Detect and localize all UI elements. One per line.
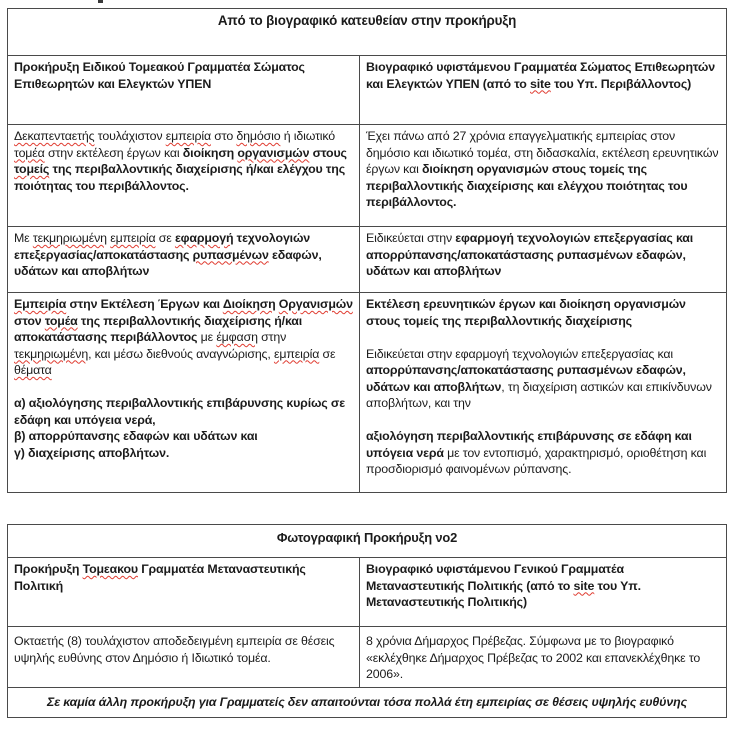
table1-row-projects (8, 292, 726, 492)
table1-row-technology (8, 226, 726, 292)
table2-footnote-row (8, 687, 726, 717)
table-cv-vs-announcement (7, 8, 727, 493)
cropped-text-artifact (98, 0, 103, 3)
table1-projects-left: Εμπειρία στην Εκτέλεση Έργων και Διοίκηση Οργανισμών στον τομέα της περιβαλλοντικής διαχείρισης ή/και αποκατάστασης περιβάλλοντος με έμφαση στην τεκμηριωμένη, και μέσω διεθνούς αναγνώρισης, εμπειρία σε θέματα α) αξιολόγησης περιβαλλοντικής επιβάρυνσης κυρίως σε εδάφη και υπόγεια νερά, β) απορρύπανσης εδαφών και υδάτων και γ) διαχείρισης αποβλήτων. (8, 293, 360, 492)
table1-header-right-cv: Βιογραφικό υφιστάμενου Γραμματέα Σώματος Επιθεωρητών και Ελεγκτών ΥΠΕΝ (από το site του Υπ. Περιβάλλοντος) (366, 60, 715, 91)
table1-header-row (8, 55, 726, 124)
table2-row-experience (8, 626, 726, 687)
table1-title-row (8, 9, 726, 55)
table2-header-row (8, 557, 726, 626)
table1-title: Από το βιογραφικό κατευθείαν στην προκήρυξη (217, 13, 517, 28)
table1-technology-right: Ειδικεύεται στην εφαρμογή τεχνολογιών επεξεργασίας και απορρύπανσης/αποκατάστασης ρυπασμένων εδαφών, υδάτων και αποβλήτων (366, 231, 694, 278)
table1-row-experience (8, 124, 726, 226)
table1-experience-right: Έχει πάνω από 27 χρόνια επαγγελματικής εμπειρίας στον δημόσιο και ιδιωτικό τομέα, στη διδασκαλία, εκτέλεση ερευνητικών έργων και διοίκηση οργανισμών στους τομείς της περιβαλλοντικής διαχείρισης και ελέγχου ποιότητας του περιβάλλοντος. (366, 129, 719, 209)
table1-technology-left: Με τεκμηριωμένη εμπειρία σε εφαρμογή τεχνολογιών επεξεργασίας/αποκατάστασης ρυπασμένων εδαφών, υδάτων και αποβλήτων (8, 227, 360, 292)
table1-header-left-announcement: Προκήρυξη Ειδικού Τομεακού Γραμματέα Σώματος Επιθεωρητών και Ελεγκτών ΥΠΕΝ (8, 56, 360, 124)
table-photographic-announcement (7, 524, 727, 718)
table2-title: Φωτογραφική Προκήρυξη νο2 (276, 530, 458, 545)
table1-experience-left: Δεκαπενταετής τουλάχιστον εμπειρία στο δημόσιο ή ιδιωτικό τομέα στην εκτέλεση έργων και διοίκηση οργανισμών στους τομείς της περιβαλλοντικής διαχείρισης ή/και ελέγχου της ποιότητας του περιβάλλοντος. (8, 125, 360, 226)
table2-footnote: Σε καμία άλλη προκήρυξη για Γραμματείς δεν απαιτούνται τόσα πολλά έτη εμπειρίας σε θέσεις υψηλής ευθύνης (47, 695, 687, 709)
table2-title-row (8, 525, 726, 557)
table2-experience-left: Οκταετής (8) τουλάχιστον αποδεδειγμένη εμπειρία σε θέσεις υψηλής ευθύνης στον Δημόσιο ή Ιδιωτικό τομέα. (8, 627, 360, 687)
table2-header-right-cv: Βιογραφικό υφιστάμενου Γενικού Γραμματέα Μεταναστευτικής Πολιτικής (από το site του Υπ. Μεταναστευτικής Πολιτικής) (366, 562, 641, 609)
table2-header-left-announcement: Προκήρυξη Τομεακου Γραμματέα Μεταναστευτικής Πολιτική (8, 558, 360, 626)
table2-experience-right: 8 χρόνια Δήμαρχος Πρέβεζας. Σύμφωνα με το βιογραφικό «εκλέχθηκε Δήμαρχος Πρέβεζας το 2002 και επανεκλέχθηκε το 2006». (366, 634, 701, 681)
table1-projects-right: Εκτέλεση ερευνητικών έργων και διοίκηση οργανισμών στους τομείς της περιβαλλοντικής διαχείρισης Ειδικεύεται στην εφαρμογή τεχνολογιών επεξεργασίας και απορρύπανσης/αποκατάστασης ρυπασμένων εδαφών, υδάτων και αποβλήτων, τη διαχείριση αστικών και επικίνδυνων αποβλήτων, και την αξιολόγηση περιβαλλοντικής επιβάρυνσης σε εδάφη και υπόγεια νερά με τον εντοπισμό, χαρακτηρισμό, οριοθέτηση και προσδιορισμό φαινομένων ρύπανσης. (366, 297, 712, 476)
